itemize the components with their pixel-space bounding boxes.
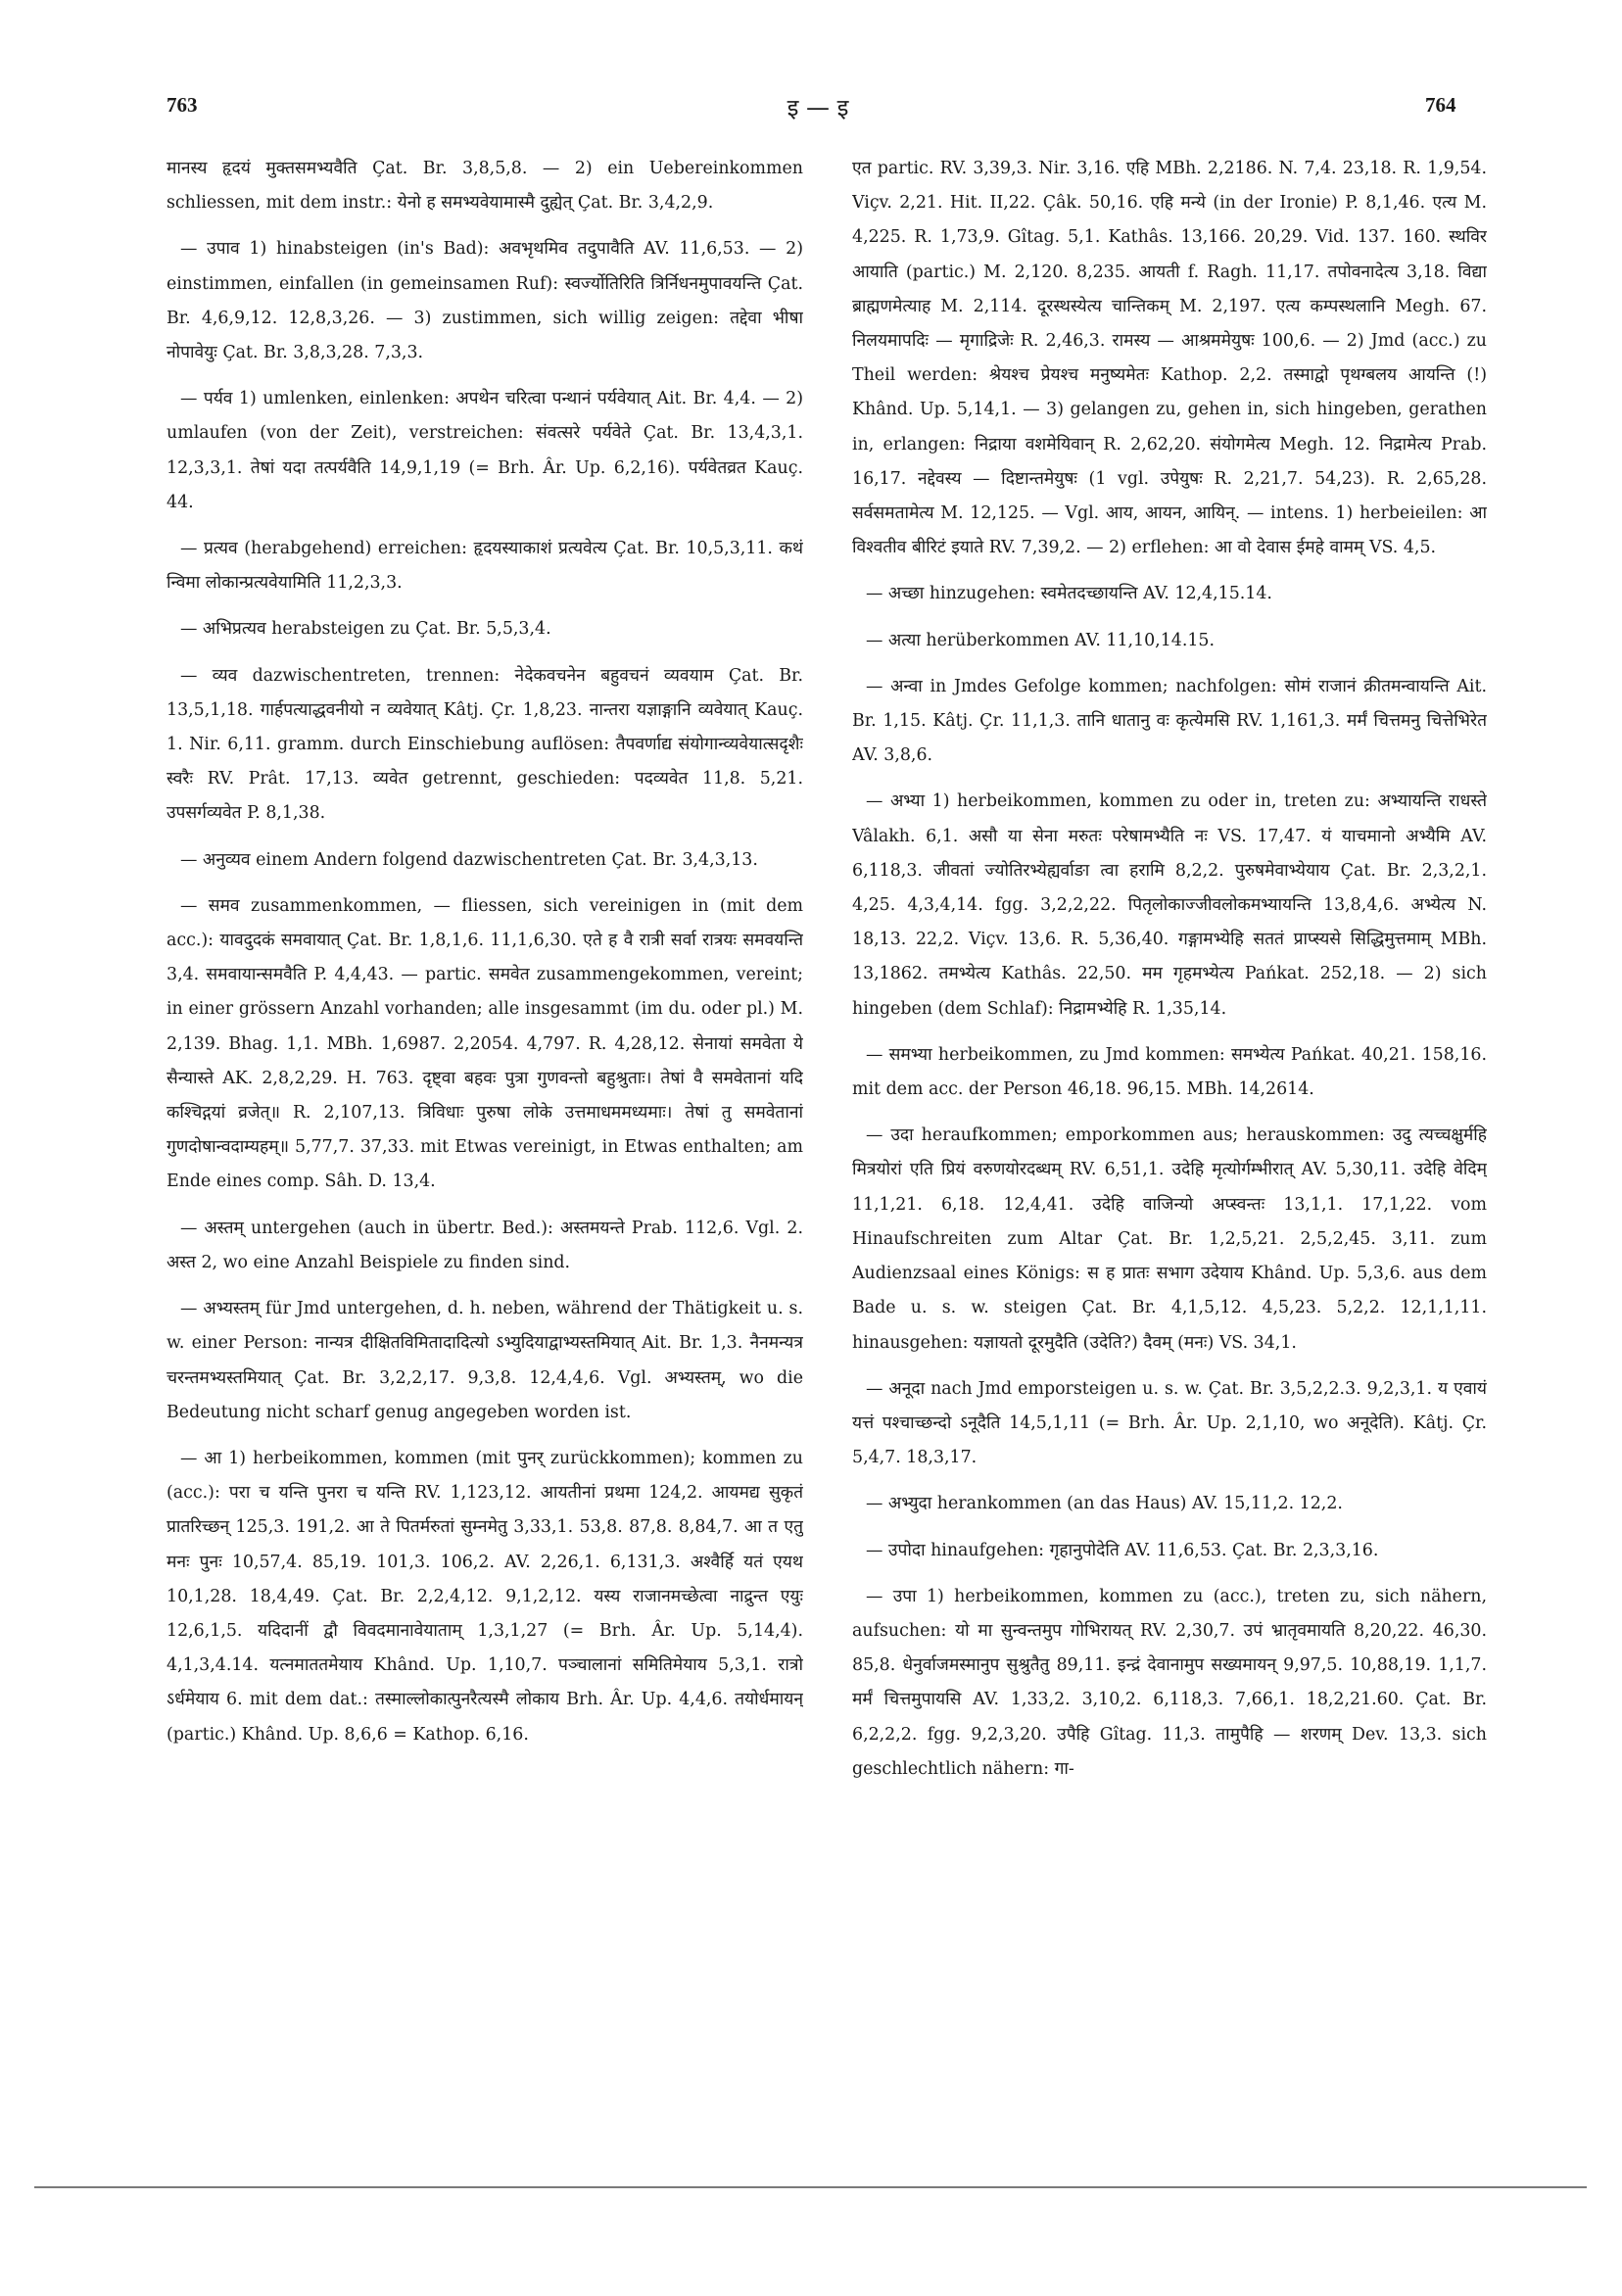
dictionary-entry: — उपा 1) herbeikommen, kommen zu (acc.), treten zu, sich nähern, aufsuchen: यो मा सुन्वन्तमुप गोभिरायत् RV. 2,30,7. उपं भ्रातृवमायति 8,20,22. 46,30. 85,8. धेनुर्वाजमस्मानुप सुश्रुतैतु 89,11. इन्द्रं देवानामुप सख्यमायन् 9,97,5. 10,88,19. 1,1,7. मर्मं चित्तमुपायसि AV. 1,33,2. 3,10,2. 6,118,3. 7,66,1. 18,2,21.60. Çat. Br. 6,2,2,2. fgg. 9,2,3,20. उपैहि Gîtag. 11,3. तामुपैहि — शरणम् Dev. 13,3. sich geschlechtlich nähern: गा- [852,1586,1487,1779]
dictionary-entry: एत partic. RV. 3,39,3. Nir. 3,16. एहि MBh. 2,2186. N. 7,4. 23,18. R. 1,9,54. Viçv. 2,21. Hit. II,22. Çâk. 50,16. एहि मन्ये (in der Ironie) P. 8,1,46. एत्य M. 4,225. R. 1,73,9. Gîtag. 5,1. Kathâs. 13,166. 20,29. Vid. 137. 160. स्थविर आयाति (partic.) M. 2,120. 8,235. आयती f. Ragh. 11,17. तपोवनादेत्य 3,18. विद्या ब्राह्मणमेत्याह M. 2,114. दूरस्थस्येत्य चान्तिकम् M. 2,197. एत्य कम्पस्थलानि Megh. 67. निलयमापदिः — मृगाद्रिजेः R. 2,46,3. रामस्य — आश्रममेयुषः 100,6. — 2) Jmd (acc.) zu Theil werden: श्रेयश्च प्रेयश्च मनुष्यमेतः Kathop. 2,2. तस्माद्वो पृथग्बलय आयन्ति (!) Khând. Up. 5,14,1. — 3) gelangen zu, gehen in, sich hingeben, gerathen in, erlangen: निद्राया वशमेयिवान् R. 2,62,20. संयोगमेत्य Megh. 12. निद्रामेत्य Prab. 16,17. नद्देवस्य — दिष्टान्तमेयुषः (1 vgl. उपेयुषः R. 2,21,7. 54,23). R. 2,65,28. सर्वसमतामेत्य M. 12,125. — Vgl. आय, आयन, आयिन्. — intens. 1) herbeieilen: आ विश्वतीव बीरिटं इयाते RV. 7,39,2. — 2) erflehen: आ वो देवास ईमहे वामम् VS. 4,5. [852,159,1487,558]
dictionary-entry: — उपाव 1) hinabsteigen (in's Bad): अवभृथमिव तदुपावैति AV. 11,6,53. — 2) einstimmen, einfallen (in gemeinsamen Ruf): स्वर्ज्योतिरिति त्रिर्निधनमुपावयन्ति Çat. Br. 4,6,9,12. 12,8,3,26. — 3) zustimmen, sich willig zeigen: तद्देवा भीषा नोपावेयुः Çat. Br. 3,8,3,28. 7,3,3. [167,239,803,363]
dictionary-entry: — उपोदा hinaufgehen: गृहानुपोदेति AV. 11,6,53. Çat. Br. 2,3,3,16. [866,1540,1379,1560]
dictionary-entry: — अनूदा nach Jmd emporsteigen u. s. w. Çat. Br. 3,5,2,2.3. 9,2,3,1. य एवायं यत्तं पश्चाच्छन्दो ऽनूदैति 14,5,1,11 (= Brh. Âr. Up. 2,1,10, wo अनूदेति). Kâtj. Çr. 5,4,7. 18,3,17. [852,1378,1487,1468]
dictionary-entry: — अच्छा hinzugehen: स्वमेतदच्छायन्ति AV. 12,4,15.14. [866,584,1272,604]
dictionary-entry: — उदा heraufkommen; emporkommen aus; herauskommen: उदु त्यच्चक्षुर्महि मित्रयोरां एति प्रियं वरुणयोरदब्धम् RV. 6,51,1. उदेहि मृत्योर्गम्भीरात् AV. 5,30,11. उदेहि वेदिम् 11,1,21. 6,18. 12,4,41. उदेहि वाजिन्यो अप्स्वन्तः 13,1,1. 17,1,22. vom Hinaufschreiten zum Altar Çat. Br. 1,2,5,21. 2,5,2,45. 3,11. zum Audienzsaal eines Königs: स ह प्रातः सभाग उदेयाय Khând. Up. 5,3,6. aus dem Bade u. s. w. steigen Çat. Br. 4,1,5,12. 4,5,23. 5,2,2. 12,1,1,11. hinausgehen: यज्ञायतो दूरमुदैति (उदेति?) दैवम् (मनः) VS. 34,1. [852,1125,1487,1353]
dictionary-entry: — आ 1) herbeikommen, kommen (mit पुनर् zurückkommen); kommen zu (acc.): परा च यन्ति पुनरा च यन्ति RV. 1,123,12. आयतीनां प्रथमा 124,2. आयमद्य सुकृतं प्रातरिच्छन् 125,3. 191,2. आ ते पितर्मरुतां सुम्नमेतु 3,33,1. 53,8. 87,8. 8,84,7. आ त एतु मनः पुनः 10,57,4. 85,19. 101,3. 106,2. AV. 2,26,1. 6,131,3. अश्वैर्हि यतं एयथ 10,1,28. 18,4,49. Çat. Br. 2,2,4,12. 9,1,2,12. यस्य राजानमच्छेत्वा नाद्रुन्त एयुः 12,6,1,5. यदिदानीं द्वौ विवदमानावेयाताम् 1,3,1,27 (= Brh. Âr. Up. 5,14,4). 4,1,3,4.14. यत्नमाततमेयाय Khând. Up. 1,10,7. पञ्चालानां समितिमेयाय 5,3,1. रात्रो ऽर्धमेयाय 6. mit dem dat.: तस्माल्लोकात्पुनरैत्यस्मै लोकाय Brh. Âr. Up. 4,4,6. तयोर्धमायन् (partic.) Khând. Up. 8,6,6 = Kathop. 6,16. [167,1448,803,1745]
running-head: इ — इ [787,94,849,121]
dictionary-entry: — अभ्यस्तम् für Jmd untergehen, d. h. neben, während der Thätigkeit u. s. w. einer Person: नान्यत्र दीक्षितविमितादादित्यो ऽभ्युदियाद्वाभ्यस्तमियात् Ait. Br. 1,3. नैनमन्यत्र चरन्तमभ्यस्तमियात् Çat. Br. 3,2,2,17. 9,3,8. 12,4,4,6. Vgl. अभ्यस्तम्, wo die Bedeutung nicht scharf genug angegeben worden ist. [167,1299,803,1422]
dictionary-entry: — पर्यव 1) umlenken, einlenken: अपथेन चरित्वा पन्थानं पर्यवेयात् Ait. Br. 4,4. — 2) umlaufen (von der Zeit), verstreichen: संवत्सरे पर्यवेते Çat. Br. 13,4,3,1. 12,3,3,1. तेषां यदा तत्पर्यवैति 14,9,1,19 (= Brh. Âr. Up. 6,2,16). पर्यवेतव्रत Kauç. 44. [167,389,803,512]
dictionary-entry: — व्यव dazwischentreten, trennen: नेदेकवचनेन बहुवचनं व्यवयाम Çat. Br. 13,5,1,18. गार्हपत्याद्धवनीयो न व्यवेयात् Kâtj. Çr. 1,8,23. नान्तरा यज्ञाङ्गानि व्यवेयात् Kauç. 1. Nir. 6,11. gramm. durch Einschiebung auflösen: तैपवर्णाद्य संयोगान्व्यवेयात्सदृशैः स्वरैः RV. Prât. 17,13. व्यवेत getrennt, geschieden: पदव्यवेत 11,8. 5,21. उपसर्गव्यवेत P. 8,1,38. [167,665,803,824]
dictionary-entry: — अत्या herüberkommen AV. 11,10,14.15. [866,630,1216,650]
page-header [0,93,1622,132]
page-number-left: 763 [167,93,198,117]
right-column [852,152,1487,1807]
dictionary-entry: — समव zusammenkommen, — fliessen, sich vereinigen in (mit dem acc.): यावदुदकं समवायात् Çat. Br. 1,8,1,6. 11,1,6,30. एते ह वै रात्री सर्वा रात्रयः समवयन्ति 3,4. समवायान्समवैति P. 4,4,43. — partic. समवेत zusammengekommen, vereint; in einer grössern Anzahl vorhanden; alle insgesammt (im du. oder pl.) M. 2,139. Bhag. 1,1. MBh. 1,6987. 2,2054. 4,797. R. 4,28,12. सेनायां समवेता ये सैन्यास्ते AK. 2,8,2,29. H. 763. दृष्ट्वा बहवः पुत्रा गुणवन्तो बहुश्रुताः। तेषां वै समवेतानां यदि कश्चिद्गयां व्रजेत्॥ R. 2,107,13. त्रिविधाः पुरुषा लोके उत्तमाधममध्यमाः। तेषां तु समवेतानां गुणदोषान्वदाम्यहम्॥ 5,77,7. 37,33. mit Etwas vereinigt, in Etwas enthalten; am Ende eines comp. Sâh. D. 13,4. [167,895,803,1192]
dictionary-entry: — अभ्युदा herankommen (an das Haus) AV. 15,11,2. 12,2. [866,1494,1343,1514]
dictionary-entry: — अस्तम् untergehen (auch in übertr. Bed.): अस्तमयन्ते Prab. 112,6. Vgl. 2. अस्त 2, wo eine Anzahl Beispiele zu finden sind. [167,1218,803,1272]
dictionary-entry: — समभ्या herbeikommen, zu Jmd kommen: समभ्येत्य Pańkat. 40,21. 158,16. mit dem acc. der Person 46,18. 96,15. MBh. 14,2614. [852,1044,1487,1100]
page-number-right: 764 [1425,93,1456,117]
left-column [167,152,803,1807]
dictionary-entry: — अनुव्यव einem Andern folgend dazwischentreten Çat. Br. 3,4,3,13. [180,849,758,870]
dictionary-entry: — प्रत्यव (herabgehend) erreichen: हृदयस्याकाशं प्रत्यवेत्य Çat. Br. 10,5,3,11. कथं न्विमा लोकान्प्रत्यवेयामिति 11,2,3,3. [167,539,803,594]
footer-rule [34,2186,1587,2188]
dictionary-entry: — अभ्या 1) herbeikommen, kommen zu oder in, treten zu: अभ्यायन्ति राधस्ते Vâlakh. 6,1. असौ या सेना मरुतः परेषामभ्यैति नः VS. 17,47. यं याचमानो अभ्यैमि AV. 6,118,3. जीवतां ज्योतिरभ्येह्यर्वाङा त्वा हरामि 8,2,2. पुरुषमेवाभ्येयाय Çat. Br. 2,3,2,1. 4,25. 4,3,4,14. fgg. 3,2,2,22. पितृलोकाज्जीवलोकमभ्यायन्ति 13,8,4,6. अभ्येत्य N. 18,13. 22,2. Viçv. 13,6. R. 5,36,40. गङ्गामभ्येहि सततं प्राप्स्यसे सिद्धिमुत्तमाम् MBh. 13,1862. तमभ्येत्य Kathâs. 22,50. मम गृहमभ्येत्य Pańkat. 252,18. — 2) sich hingeben (dem Schlaf): निद्रामभ्येहि R. 1,35,14. [852,791,1487,1019]
dictionary-entry: — अन्वा in Jmdes Gefolge kommen; nachfolgen: सोमं राजानं क्रीतमन्वायन्ति Ait. Br. 1,15. Kâtj. Çr. 11,1,3. तानि धातानु वः कृत्येमसि RV. 1,161,3. मर्मं चित्तमनु चित्तेभिरेत AV. 3,8,6. [852,676,1487,766]
dictionary-entry: — अभिप्रत्यव herabsteigen zu Çat. Br. 5,5,3,4. [180,619,551,640]
dictionary-entry: मानस्य हृदयं मुक्तसमभ्यवैति Çat. Br. 3,8,5,8. — 2) ein Uebereinkommen schliessen, mit dem instr.: येनो ह समभ्यवेयामास्मै दुह्येत् Çat. Br. 3,4,2,9. [167,159,803,214]
